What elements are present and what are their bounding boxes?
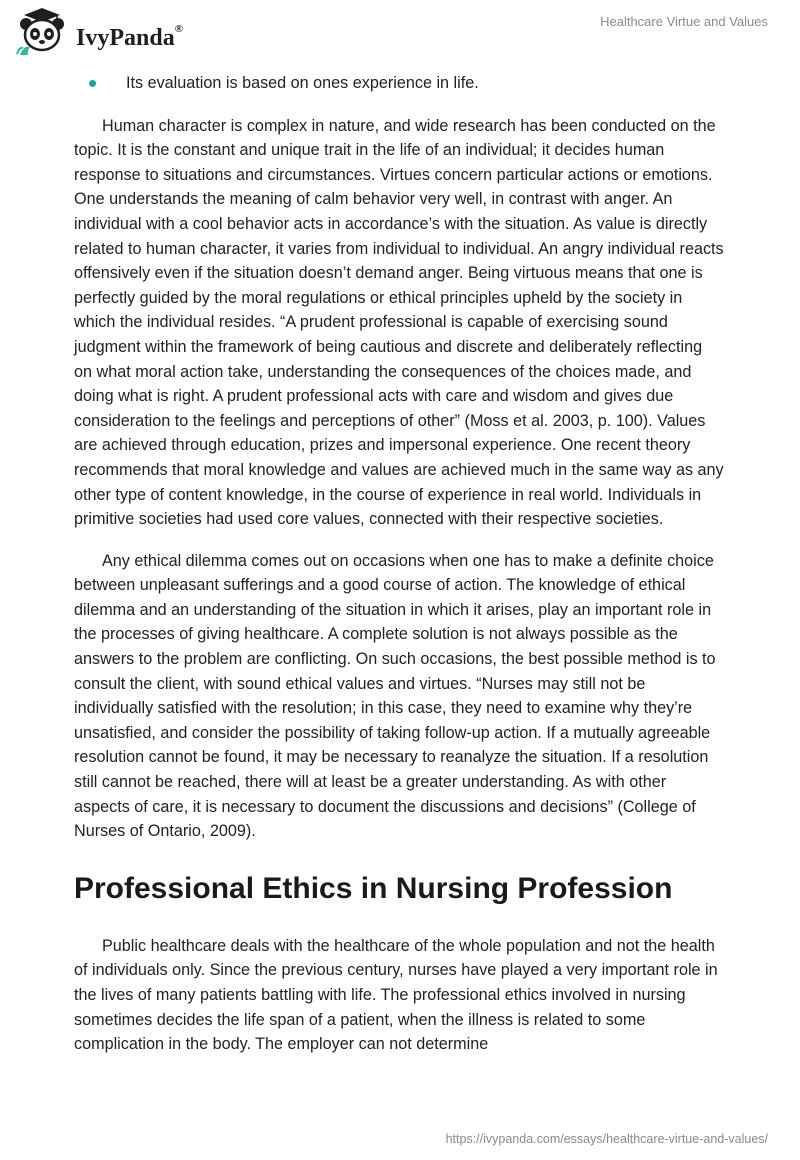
list-item-text: Its evaluation is based on ones experience in life. xyxy=(126,74,479,92)
bullet-list xyxy=(74,71,724,96)
document-title: Healthcare Virtue and Values xyxy=(600,14,768,29)
brand-name[interactable] xyxy=(76,19,183,52)
paragraph-ethical-dilemma: Any ethical dilemma comes out on occasions when one has to make a definite choice between unpleasant sufferings and a good course of action. The knowledge of ethical dilemma and an understanding of the situation in which it arises, play an important role in the processes of giving healthcare. A complete solution is not always possible as the answers to the problem are conflicting. On such occasions, the best possible method is to consult the client, with sound ethical values and virtues. “Nurses may still not be individually satisfied with the resolution; in this case, they need to examine why they’re unsatisfied, and consider the possibility of taking follow-up action. If a mutually agreeable resolution cannot be found, it may be necessary to reanalyze the situation. If a resolution still cannot be reached, there will at least be a greater understanding. As with other aspects of care, it is necessary to document the discussions and decisions” (College of Nurses of Ontario, 2009). xyxy=(74,551,716,841)
paragraph-public-healthcare: Public healthcare deals with the healthcare of the whole population and not the health of individuals only. Since the previous century, nurses have played a very important role in the lives of many patients battling with life. The professional ethics involved in nursing sometimes decides the life span of a patient, when the illness is related to some complication in the body. The employer can not determine xyxy=(74,936,718,1054)
essay-content xyxy=(74,60,724,1057)
panda-logo-icon[interactable] xyxy=(14,7,70,57)
brand-text: IvyPanda xyxy=(76,25,175,51)
registered-mark: ® xyxy=(174,23,183,35)
source-url[interactable]: https://ivypanda.com/essays/healthcare-virtue-and-values/ xyxy=(445,1132,768,1146)
bullet-icon xyxy=(89,80,96,87)
page-header xyxy=(0,0,800,60)
section-heading: Professional Ethics in Nursing Profession xyxy=(74,871,673,905)
list-item xyxy=(74,71,724,96)
paragraph-human-character: Human character is complex in nature, and wide research has been conducted on the topic. It is the constant and unique trait in the life of an individual; it decides human response to situations and circumstances. Virtues concern particular actions or emotions. One understands the meaning of calm behavior very well, in contrast with anger. An individual with a cool behavior acts in accordance’s with the situation. As value is directly related to human character, it varies from individual to individual. An angry individual reacts offensively even if the situation doesn’t demand anger. Being virtuous means that one is perfectly guided by the moral regulations or ethical principles upheld by the society in which the individual resides. “A prudent professional is capable of exercising sound judgment within the framework of being cautious and discrete and deliberately reflecting on what moral action take, understanding the consequences of the choices made, and doing what is right. A prudent professional acts with care and wisdom and gives due consideration to the feelings and perceptions of other” (Moss et al. 2003, p. 100). Values are achieved through education, prizes and impersonal experience. One recent theory recommends that moral knowledge and values are achieved much in the same way as any other type of content knowledge, in the course of experience in real world. Individuals in primitive societies had used core values, connected with their respective societies. xyxy=(74,116,724,529)
